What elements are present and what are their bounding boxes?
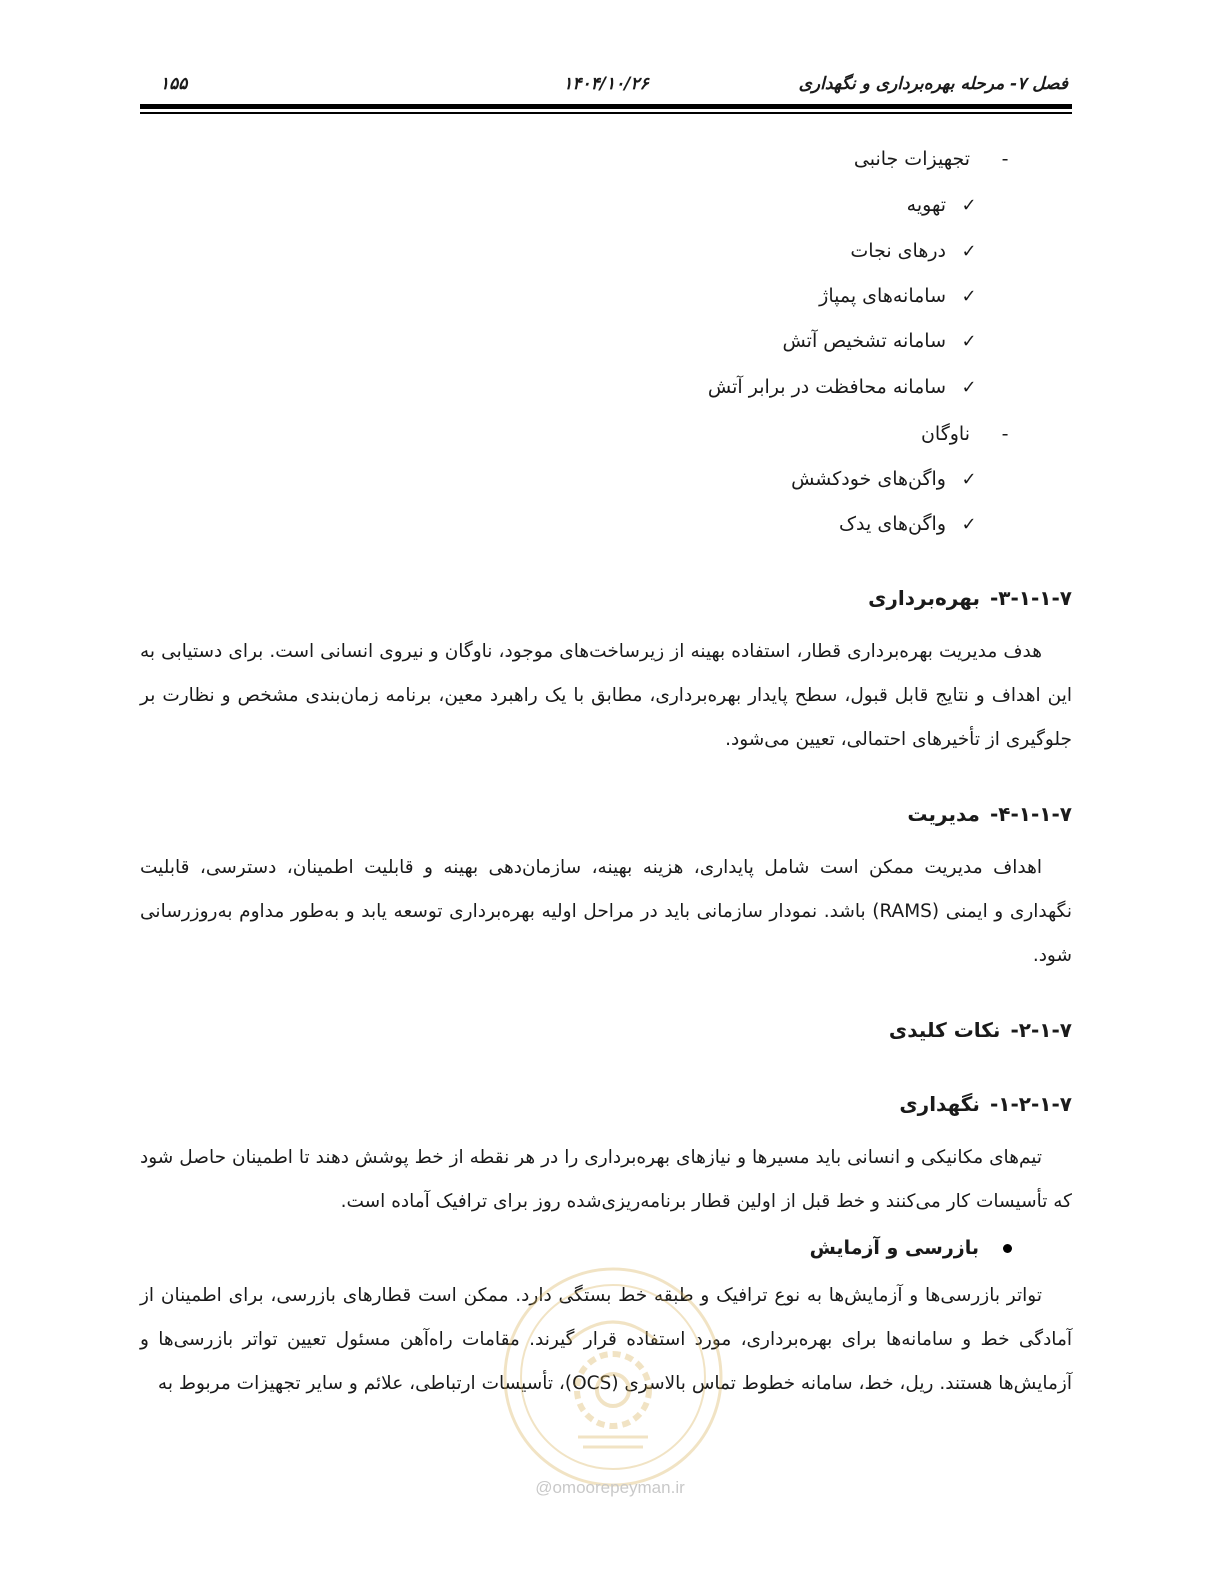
header-rule-thin	[140, 112, 1072, 114]
watermark-text: @omoorepeyman.ir	[535, 1478, 685, 1497]
paragraph-text: اهداف مدیریت ممکن است شامل پایداری، هزینه بهینه، سازمان‌دهی بهینه و قابلیت اطمینان، دسترسی، قابلیت نگهداری و ایمنی (RAMS) باشد. نمودار سازمانی باید در مراحل اولیه بهره‌برداری توسعه یابد و به‌طور مداوم به‌روزرسانی شود.	[140, 857, 1073, 966]
section-title: مدیریت	[907, 802, 980, 826]
bullet-inspection	[810, 1237, 1012, 1259]
check-icon: ✓	[961, 468, 977, 490]
section-heading-key-points	[889, 1018, 1072, 1042]
check-icon: ✓	[961, 376, 977, 398]
check-icon: ✓	[961, 240, 977, 262]
paragraph-management	[140, 846, 1072, 978]
list-item-label: سامانه‌های پمپاژ	[819, 285, 946, 307]
paragraph-text: هدف مدیریت بهره‌برداری قطار، استفاده بهینه از زیرساخت‌های موجود، ناوگان و نیروی انسانی است. برای دستیابی به این اهداف و نتایج قابل قبول، سطح پایدار بهره‌برداری، مطابق با یک راهبرد معین، برنامه زمان‌بندی مشخص و نظارت بر جلوگیری از تأخیرهای احتمالی، تعیین می‌شود.	[140, 641, 1072, 750]
list-heading-side-equipment	[854, 148, 1012, 170]
list-heading-fleet	[921, 423, 1012, 445]
section-title: نکات کلیدی	[888, 1018, 1001, 1042]
section-number: ۲-۱-۷-	[1010, 1018, 1072, 1042]
list-item-label: تهویه	[906, 194, 946, 216]
list-item	[839, 513, 980, 535]
check-icon: ✓	[961, 330, 977, 352]
chapter-title: فصل ۷- مرحله بهره‌برداری و نگهداری	[798, 74, 1068, 94]
dash-marker: -	[1001, 148, 1009, 170]
list-item	[850, 240, 980, 262]
paragraph-operation	[140, 630, 1072, 762]
list-item-label: واگن‌های یدک	[839, 513, 946, 535]
check-icon: ✓	[961, 513, 977, 535]
section-title: بهره‌برداری	[868, 586, 980, 610]
section-number: ۱-۲-۱-۷-	[989, 1092, 1072, 1116]
section-heading-operation	[868, 586, 1072, 610]
section-number: ۴-۱-۱-۷-	[989, 802, 1072, 826]
check-icon: ✓	[961, 194, 977, 216]
list-heading-label: تجهیزات جانبی	[853, 148, 970, 170]
page-number: ۱۵۵	[160, 74, 188, 94]
check-icon: ✓	[961, 285, 977, 307]
list-item	[791, 468, 980, 490]
list-item	[819, 285, 980, 307]
header-date: ۱۴۰۴/۱۰/۲۶	[563, 74, 649, 94]
bullet-icon	[1003, 1244, 1012, 1253]
page-header	[140, 74, 1072, 106]
list-item-label: سامانه محافظت در برابر آتش	[707, 376, 946, 398]
bullet-label: بازرسی و آزمایش	[809, 1237, 979, 1259]
dash-marker: -	[1001, 423, 1009, 445]
list-item-label: درهای نجات	[850, 240, 946, 262]
list-heading-label: ناوگان	[920, 423, 970, 445]
paragraph-text: تواتر بازرسی‌ها و آزمایش‌ها به نوع ترافیک و طبقه خط بستگی دارد. ممکن است قطارهای بازرسی، برای اطمینان از آمادگی خط و سامانه‌ها برای بهره‌برداری، مورد استفاده قرار گیرند. مقامات راه‌آهن مسئول تعیین تواتر بازرسی‌ها و آزمایش‌ها هستند. ریل، خط، سامانه خطوط تماس بالاسری (OCS)، تأسیسات ارتباطی، علائم و سایر تجهیزات مربوط به	[140, 1285, 1072, 1394]
section-title: نگهداری	[899, 1092, 980, 1116]
section-number: ۳-۱-۱-۷-	[989, 586, 1072, 610]
list-item	[708, 376, 980, 398]
list-item-label: واگن‌های خودکشش	[791, 468, 946, 490]
section-heading-management	[907, 802, 1072, 826]
watermark-seal-icon	[498, 1262, 728, 1492]
list-item	[782, 330, 980, 352]
paragraph-maintenance	[140, 1136, 1072, 1224]
header-rule-thick	[140, 104, 1072, 109]
paragraph-text: تیم‌های مکانیکی و انسانی باید مسیرها و نیازهای بهره‌برداری را در هر نقطه از خط پوشش دهند تا اطمینان حاصل شود که تأسیسات کار می‌کنند و خط قبل از اولین قطار برنامه‌ریزی‌شده روز برای ترافیک آماده است.	[140, 1147, 1072, 1212]
list-item	[907, 194, 980, 216]
list-item-label: سامانه تشخیص آتش	[782, 330, 946, 352]
section-heading-maintenance	[899, 1092, 1072, 1116]
